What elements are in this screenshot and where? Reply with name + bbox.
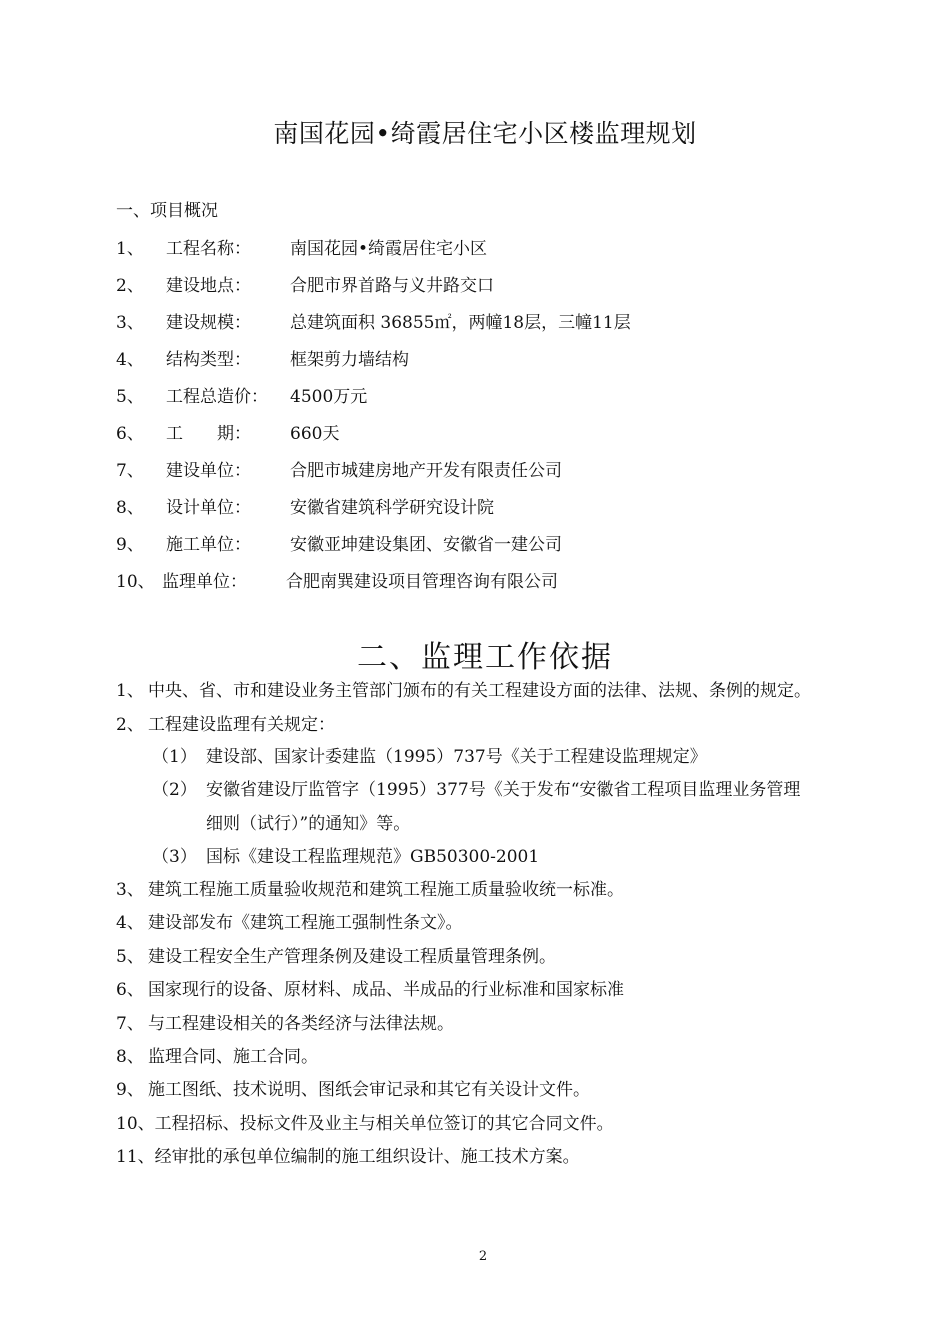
item-text: 细则（试行）”的通知》等。 [206, 814, 411, 834]
page-number: 2 [478, 1249, 488, 1264]
item-number: 5、 [116, 387, 144, 407]
section-heading-overview: 一、项目概况 [116, 201, 218, 221]
item-number: （2） [152, 780, 197, 800]
item-value: 4500万元 [290, 387, 368, 407]
item-number: 8、 [116, 1047, 144, 1067]
overview-item [0, 411, 950, 447]
item-number: 6、 [116, 424, 144, 444]
item-text: 建筑工程施工质量验收规范和建筑工程施工质量验收统一标准。 [148, 880, 624, 900]
overview-item [0, 374, 950, 410]
item-label: 工 期： [166, 424, 251, 444]
item-number: 2、 [116, 715, 144, 735]
item-number: 3、 [116, 313, 144, 333]
overview-item [0, 226, 950, 262]
item-number: 5、 [116, 947, 144, 967]
overview-item [0, 263, 950, 299]
item-text: 施工图纸、技术说明、图纸会审记录和其它有关设计文件。 [148, 1080, 590, 1100]
item-number: 6、 [116, 980, 144, 1000]
item-number: 7、 [116, 1014, 144, 1034]
item-value: 安徽省建筑科学研究设计院 [290, 498, 494, 518]
item-label: 建设规模： [166, 313, 251, 333]
item-label: 设计单位： [166, 498, 251, 518]
item-value: 安徽亚坤建设集团、安徽省一建公司 [290, 535, 562, 555]
item-value: 南国花园•绮霞居住宅小区 [290, 239, 488, 259]
item-value: 660天 [290, 424, 340, 444]
item-value: 总建筑面积 36855㎡，两幢18层，三幢11层 [290, 313, 631, 333]
item-text: 10、工程招标、投标文件及业主与相关单位签订的其它合同文件。 [116, 1114, 614, 1134]
item-number: 8、 [116, 498, 144, 518]
item-text: 国标《建设工程监理规范》GB50300-2001 [206, 847, 540, 867]
item-value: 合肥南巽建设项目管理咨询有限公司 [286, 572, 558, 592]
item-text: 国家现行的设备、原材料、成品、半成品的行业标准和国家标准 [148, 980, 624, 1000]
overview-item [0, 485, 950, 521]
item-number: （3） [152, 847, 197, 867]
item-number: 9、 [116, 1080, 144, 1100]
item-label: 工程总造价： [166, 387, 268, 407]
item-text: 建设部、国家计委建监（1995）737号《关于工程建设监理规定》 [206, 747, 707, 767]
item-text: 建设工程安全生产管理条例及建设工程质量管理条例。 [148, 947, 556, 967]
overview-item [0, 337, 950, 373]
item-number: 10、 [116, 572, 155, 592]
item-number: 3、 [116, 880, 144, 900]
document-title: 南国花园•绮霞居住宅小区楼监理规划 [273, 119, 697, 148]
section-heading-basis: 二、监理工作依据 [357, 640, 613, 675]
item-number: （1） [152, 747, 197, 767]
overview-item [0, 448, 950, 484]
item-value: 合肥市界首路与义井路交口 [290, 276, 494, 296]
item-number: 2、 [116, 276, 144, 296]
item-label: 监理单位： [162, 572, 247, 592]
item-label: 工程名称： [166, 239, 251, 259]
item-label: 建设地点： [166, 276, 251, 296]
item-value: 框架剪力墙结构 [290, 350, 409, 370]
overview-item [0, 522, 950, 558]
item-text: 工程建设监理有关规定： [148, 715, 335, 735]
item-text: 中央、省、市和建设业务主管部门颁布的有关工程建设方面的法律、法规、条例的规定。 [148, 681, 811, 701]
item-label: 建设单位： [166, 461, 251, 481]
overview-item [0, 559, 950, 595]
item-text: 安徽省建设厅监管字（1995）377号《关于发布“安徽省工程项目监理业务管理 [206, 780, 801, 800]
item-number: 4、 [116, 913, 144, 933]
item-number: 7、 [116, 461, 144, 481]
item-number: 1、 [116, 239, 144, 259]
overview-item [0, 300, 950, 336]
item-number: 4、 [116, 350, 144, 370]
item-text: 与工程建设相关的各类经济与法律法规。 [148, 1014, 454, 1034]
item-text: 建设部发布《建筑工程施工强制性条文》。 [148, 913, 463, 933]
item-number: 9、 [116, 535, 144, 555]
item-label: 结构类型： [166, 350, 251, 370]
item-text: 监理合同、施工合同。 [148, 1047, 318, 1067]
item-value: 合肥市城建房地产开发有限责任公司 [290, 461, 562, 481]
item-label: 施工单位： [166, 535, 251, 555]
item-text: 11、经审批的承包单位编制的施工组织设计、施工技术方案。 [116, 1147, 580, 1167]
item-number: 1、 [116, 681, 144, 701]
